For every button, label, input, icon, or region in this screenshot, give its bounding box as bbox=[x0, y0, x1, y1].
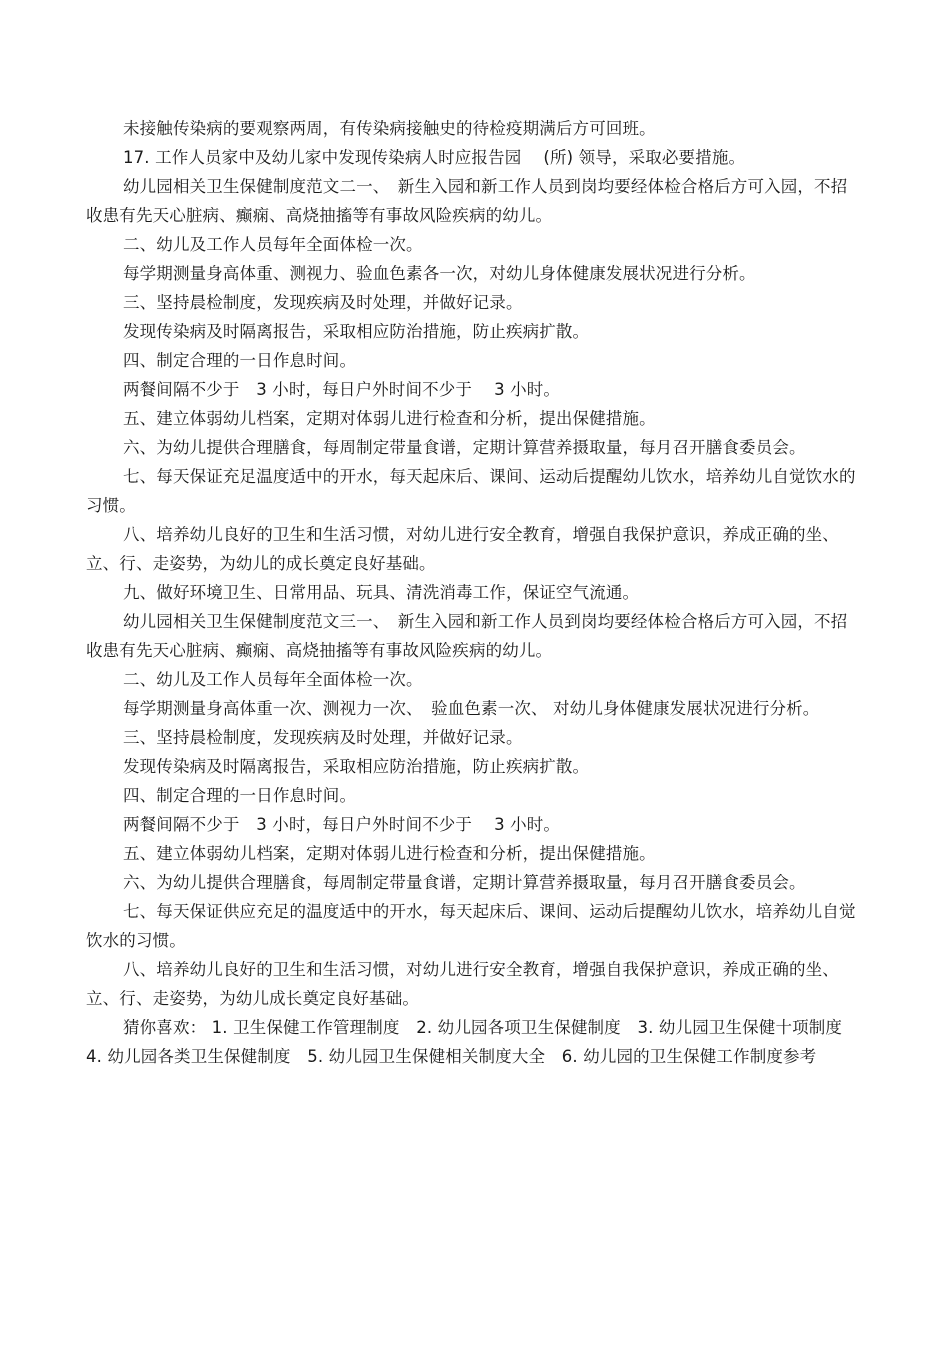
paragraph-12: 七、每天保证充足温度适中的开水，每天起床后、课间、运动后提醒幼儿饮水，培养幼儿自觉饮水的习惯。 bbox=[86, 467, 856, 515]
paragraph-7: 发现传染病及时隔离报告，采取相应防治措施，防止疾病扩散。 bbox=[123, 322, 590, 341]
paragraph-5: 每学期测量身高体重、测视力、验血色素各一次，对幼儿身体健康发展状况进行分析。 bbox=[123, 264, 756, 283]
paragraph-24: 七、每天保证供应充足的温度适中的开水，每天起床后、课间、运动后提醒幼儿饮水，培养幼儿自觉饮水的习惯。 bbox=[86, 902, 856, 950]
paragraph-8: 四、制定合理的一日作息时间。 bbox=[123, 351, 357, 370]
paragraph-21: 两餐间隔不少于 3 小时，每日户外时间不少于 3 小时。 bbox=[123, 815, 561, 834]
paragraph-15: 幼儿园相关卫生保健制度范文三一、 新生入园和新工作人员到岗均要经体检合格后方可入园，不招收患有先天心脏病、癫痫、高烧抽搐等有事故风险疾病的幼儿。 bbox=[86, 612, 848, 660]
paragraph-4: 二、幼儿及工作人员每年全面体检一次。 bbox=[123, 235, 423, 254]
paragraph-14: 九、做好环境卫生、日常用品、玩具、清洗消毒工作，保证空气流通。 bbox=[123, 583, 640, 602]
paragraph-2: 17. 工作人员家中及幼儿家中发现传染病人时应报告园 (所) 领导，采取必要措施。 bbox=[123, 148, 746, 167]
paragraph-6: 三、坚持晨检制度，发现疾病及时处理，并做好记录。 bbox=[123, 293, 523, 312]
paragraph-10: 五、建立体弱幼儿档案，定期对体弱儿进行检查和分析，提出保健措施。 bbox=[123, 409, 656, 428]
paragraph-11: 六、为幼儿提供合理膳食，每周制定带量食谱，定期计算营养摄取量，每月召开膳食委员会。 bbox=[123, 438, 806, 457]
paragraph-18: 三、坚持晨检制度，发现疾病及时处理，并做好记录。 bbox=[123, 728, 523, 747]
document-body bbox=[86, 114, 856, 1071]
paragraph-22: 五、建立体弱幼儿档案，定期对体弱儿进行检查和分析，提出保健措施。 bbox=[123, 844, 656, 863]
related-links-paragraph: 猜你喜欢： 1. 卫生保健工作管理制度 2. 幼儿园各项卫生保健制度 3. 幼儿园卫生保健十项制度 4. 幼儿园各类卫生保健制度 5. 幼儿园卫生保健相关制度大全 6. 幼儿园的卫生保健工作制度参考 bbox=[86, 1018, 843, 1066]
paragraph-25: 八、培养幼儿良好的卫生和生活习惯，对幼儿进行安全教育，增强自我保护意识，养成正确的坐、立、行、走姿势，为幼儿成长奠定良好基础。 bbox=[86, 960, 839, 1008]
paragraph-16: 二、幼儿及工作人员每年全面体检一次。 bbox=[123, 670, 423, 689]
paragraph-3: 幼儿园相关卫生保健制度范文二一、 新生入园和新工作人员到岗均要经体检合格后方可入园，不招收患有先天心脏病、癫痫、高烧抽搐等有事故风险疾病的幼儿。 bbox=[86, 177, 848, 225]
paragraph-20: 四、制定合理的一日作息时间。 bbox=[123, 786, 357, 805]
paragraph-19: 发现传染病及时隔离报告，采取相应防治措施，防止疾病扩散。 bbox=[123, 757, 590, 776]
paragraph-1: 未接触传染病的要观察两周，有传染病接触史的待检疫期满后方可回班。 bbox=[123, 119, 656, 138]
paragraph-23: 六、为幼儿提供合理膳食，每周制定带量食谱，定期计算营养摄取量，每月召开膳食委员会。 bbox=[123, 873, 806, 892]
paragraph-13: 八、培养幼儿良好的卫生和生活习惯，对幼儿进行安全教育，增强自我保护意识，养成正确的坐、立、行、走姿势，为幼儿的成长奠定良好基础。 bbox=[86, 525, 839, 573]
paragraph-17: 每学期测量身高体重一次、测视力一次、 验血色素一次、 对幼儿身体健康发展状况进行分析。 bbox=[123, 699, 820, 718]
paragraph-9: 两餐间隔不少于 3 小时，每日户外时间不少于 3 小时。 bbox=[123, 380, 561, 399]
